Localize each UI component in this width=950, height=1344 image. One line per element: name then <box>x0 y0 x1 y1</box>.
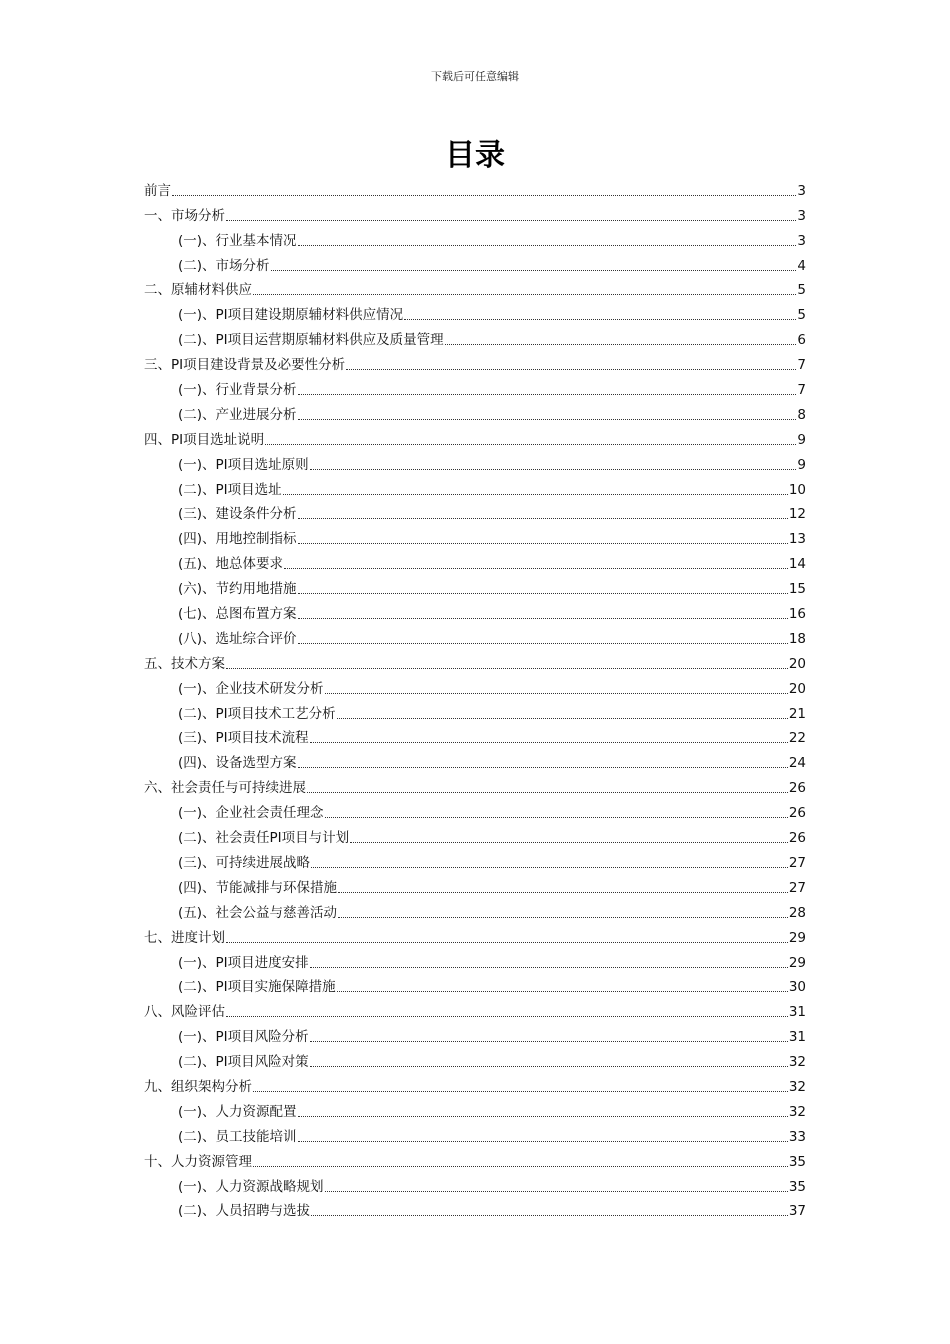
toc-page-number: 16 <box>788 606 806 623</box>
toc-entry-text: (四)、节能减排与环保措施 <box>178 879 338 896</box>
toc-entry-text: 一、市场分析 <box>144 207 225 224</box>
toc-entry[interactable] <box>144 1146 806 1171</box>
toc-dot-leader <box>325 817 788 818</box>
toc-page-number: 29 <box>788 954 806 971</box>
toc-page-number: 35 <box>788 1178 806 1195</box>
toc-page-number: 3 <box>797 207 806 224</box>
toc-page-number: 7 <box>797 357 806 374</box>
toc-page-number: 33 <box>788 1128 806 1145</box>
toc-title: 目录 <box>445 138 505 173</box>
toc-dot-leader <box>226 220 796 221</box>
toc-entry[interactable] <box>144 299 806 324</box>
toc-page-number: 6 <box>797 332 806 349</box>
toc-dot-leader <box>253 1091 788 1092</box>
toc-entry-text: 五、技术方案 <box>144 655 225 672</box>
toc-entry[interactable] <box>144 972 806 997</box>
toc-entry[interactable] <box>144 897 806 922</box>
toc-dot-leader <box>298 1116 788 1117</box>
toc-entry-text: (二)、PI项目风险对策 <box>178 1054 309 1071</box>
toc-page-number: 31 <box>788 1029 806 1046</box>
toc-page-number: 20 <box>788 655 806 672</box>
toc-entry-text: (三)、建设条件分析 <box>178 506 297 523</box>
toc-entry-text: 四、PI项目选址说明 <box>144 431 265 448</box>
toc-dot-leader <box>310 742 788 743</box>
toc-entry-text: (二)、产业进展分析 <box>178 406 297 423</box>
toc-entry-text: (一)、人力资源战略规划 <box>178 1178 324 1195</box>
toc-entry[interactable] <box>144 349 806 374</box>
toc-entry[interactable] <box>144 1096 806 1121</box>
toc-page-number: 31 <box>788 1004 806 1021</box>
toc-page-number: 5 <box>797 282 806 299</box>
toc-dot-leader <box>253 294 796 295</box>
toc-page-number: 13 <box>788 531 806 548</box>
toc-page-number: 30 <box>788 979 806 996</box>
toc-dot-leader <box>298 394 797 395</box>
toc-entry[interactable] <box>144 797 806 822</box>
toc-dot-leader <box>338 917 788 918</box>
toc-entry-text: (二)、人员招聘与选拔 <box>178 1203 311 1220</box>
toc-entry[interactable] <box>144 996 806 1021</box>
toc-entry[interactable] <box>144 523 806 548</box>
toc-page-number: 5 <box>797 307 806 324</box>
toc-entry-text: 六、社会责任与可持续进展 <box>144 780 306 797</box>
toc-entry[interactable] <box>144 1121 806 1146</box>
toc-entry-text: (五)、地总体要求 <box>178 556 284 573</box>
toc-entry-text: (一)、行业基本情况 <box>178 232 297 249</box>
toc-page-number: 21 <box>788 705 806 722</box>
toc-page-number: 12 <box>788 506 806 523</box>
toc-entry-text: (一)、PI项目选址原则 <box>178 456 309 473</box>
toc-dot-leader <box>226 1016 788 1017</box>
toc-entry[interactable] <box>144 1071 806 1096</box>
toc-entry[interactable] <box>144 872 806 897</box>
toc-entry-text: (一)、行业背景分析 <box>178 382 297 399</box>
toc-entry[interactable] <box>144 424 806 449</box>
toc-entry[interactable] <box>144 847 806 872</box>
toc-entry[interactable] <box>144 175 806 200</box>
toc-dot-leader <box>226 668 788 669</box>
toc-dot-leader <box>172 195 796 196</box>
toc-entry-text: (四)、用地控制指标 <box>178 531 297 548</box>
toc-dot-leader <box>271 270 797 271</box>
toc-entry-text: (一)、企业技术研发分析 <box>178 680 324 697</box>
toc-page-number: 18 <box>788 630 806 647</box>
toc-page-number: 35 <box>788 1153 806 1170</box>
toc-dot-leader <box>298 1141 788 1142</box>
toc-entry[interactable] <box>144 673 806 698</box>
toc-entry[interactable] <box>144 623 806 648</box>
toc-entry-text: (二)、市场分析 <box>178 257 270 274</box>
toc-entry[interactable] <box>144 474 806 499</box>
toc-entry[interactable] <box>144 324 806 349</box>
toc-page-number: 7 <box>797 382 806 399</box>
toc-dot-leader <box>310 469 797 470</box>
toc-dot-leader <box>298 643 788 644</box>
toc-entry[interactable] <box>144 573 806 598</box>
toc-entry-text: (八)、选址综合评价 <box>178 630 297 647</box>
toc-entry-text: (三)、PI项目技术流程 <box>178 730 309 747</box>
toc-entry-text: (二)、员工技能培训 <box>178 1128 297 1145</box>
toc-entry-text: (二)、PI项目实施保障措施 <box>178 979 336 996</box>
toc-dot-leader <box>325 1191 788 1192</box>
toc-dot-leader <box>338 892 788 893</box>
toc-dot-leader <box>404 319 796 320</box>
toc-entry-text: (一)、企业社会责任理念 <box>178 805 324 822</box>
toc-entry[interactable] <box>144 200 806 225</box>
toc-entry-text: 七、进度计划 <box>144 929 225 946</box>
toc-page-number: 8 <box>797 406 806 423</box>
toc-entry[interactable] <box>144 250 806 275</box>
toc-dot-leader <box>298 245 797 246</box>
toc-page-number: 9 <box>797 456 806 473</box>
toc-page-number: 4 <box>797 257 806 274</box>
toc-entry[interactable] <box>144 399 806 424</box>
toc-entry[interactable] <box>144 698 806 723</box>
toc-page-number: 14 <box>788 556 806 573</box>
toc-entry-text: 三、PI项目建设背景及必要性分析 <box>144 357 346 374</box>
toc-page-number: 29 <box>788 929 806 946</box>
toc-dot-leader <box>310 967 788 968</box>
toc-dot-leader <box>310 1066 788 1067</box>
toc-entry-text: (三)、可持续进展战略 <box>178 854 311 871</box>
toc-dot-leader <box>298 593 788 594</box>
toc-page-number: 27 <box>788 879 806 896</box>
toc-entry-text: (一)、人力资源配置 <box>178 1103 297 1120</box>
toc-dot-leader <box>310 1041 788 1042</box>
page-header: 下载后可任意编辑 <box>431 70 519 83</box>
toc-entry-text: (二)、社会责任PI项目与计划 <box>178 830 350 847</box>
toc-entry[interactable] <box>144 499 806 524</box>
toc-dot-leader <box>311 1215 788 1216</box>
toc-dot-leader <box>265 444 796 445</box>
toc-entry[interactable] <box>144 548 806 573</box>
toc-entry[interactable] <box>144 947 806 972</box>
toc-page-number: 32 <box>788 1054 806 1071</box>
toc-entry[interactable] <box>144 648 806 673</box>
toc-dot-leader <box>350 842 788 843</box>
toc-entry[interactable] <box>144 772 806 797</box>
toc-dot-leader <box>337 991 788 992</box>
toc-dot-leader <box>325 693 788 694</box>
toc-entry-text: (一)、PI项目进度安排 <box>178 954 309 971</box>
toc-dot-leader <box>298 419 797 420</box>
toc-page-number: 24 <box>788 755 806 772</box>
toc-dot-leader <box>298 518 788 519</box>
toc-page-number: 26 <box>788 830 806 847</box>
toc-page-number: 9 <box>797 431 806 448</box>
toc-dot-leader <box>307 792 788 793</box>
toc-page-number: 3 <box>797 232 806 249</box>
toc-dot-leader <box>311 867 788 868</box>
toc-entry[interactable] <box>144 225 806 250</box>
toc-page-number: 10 <box>788 481 806 498</box>
toc-dot-leader <box>283 494 788 495</box>
toc-entry-text: 九、组织架构分析 <box>144 1078 252 1095</box>
toc-page-number: 26 <box>788 780 806 797</box>
toc-entry-text: (四)、设备选型方案 <box>178 755 297 772</box>
toc-dot-leader <box>253 1166 788 1167</box>
toc-entry[interactable] <box>144 1021 806 1046</box>
toc-dot-leader <box>346 369 796 370</box>
toc-entry-text: 二、原辅材料供应 <box>144 282 252 299</box>
toc-dot-leader <box>284 568 788 569</box>
toc-page-number: 28 <box>788 904 806 921</box>
toc-entry-text: 前言 <box>144 182 171 199</box>
toc-page-number: 20 <box>788 680 806 697</box>
toc-page-number: 32 <box>788 1078 806 1095</box>
toc-entry[interactable] <box>144 1171 806 1196</box>
toc-entry-text: (二)、PI项目技术工艺分析 <box>178 705 336 722</box>
toc-entry-text: (一)、PI项目风险分析 <box>178 1029 309 1046</box>
toc-entry-text: 八、风险评估 <box>144 1004 225 1021</box>
toc-entry[interactable] <box>144 598 806 623</box>
toc-page-number: 22 <box>788 730 806 747</box>
toc-page-number: 26 <box>788 805 806 822</box>
toc-entry-text: (一)、PI项目建设期原辅材料供应情况 <box>178 307 404 324</box>
toc-dot-leader <box>337 718 788 719</box>
toc-dot-leader <box>226 942 788 943</box>
toc-entry[interactable] <box>144 449 806 474</box>
toc-entry[interactable] <box>144 1046 806 1071</box>
toc-page-number: 37 <box>788 1203 806 1220</box>
toc-page-number: 32 <box>788 1103 806 1120</box>
toc-entry[interactable] <box>144 723 806 748</box>
toc-entry-text: (七)、总图布置方案 <box>178 606 297 623</box>
toc-entry[interactable] <box>144 374 806 399</box>
toc-entry-text: (二)、PI项目选址 <box>178 481 282 498</box>
toc-entry[interactable] <box>144 1196 806 1221</box>
toc-entry-text: (六)、节约用地措施 <box>178 581 297 598</box>
toc-dot-leader <box>298 543 788 544</box>
toc-dot-leader <box>298 618 788 619</box>
toc-entry-text: (五)、社会公益与慈善活动 <box>178 904 338 921</box>
toc-page-number: 27 <box>788 854 806 871</box>
toc-dot-leader <box>298 767 788 768</box>
toc-page-number: 15 <box>788 581 806 598</box>
toc-entry[interactable] <box>144 922 806 947</box>
toc-entry[interactable] <box>144 747 806 772</box>
toc-list <box>144 175 806 1220</box>
toc-page-number: 3 <box>797 182 806 199</box>
toc-entry[interactable] <box>144 275 806 300</box>
toc-dot-leader <box>445 344 797 345</box>
toc-entry-text: (二)、PI项目运营期原辅材料供应及质量管理 <box>178 332 444 349</box>
toc-entry[interactable] <box>144 822 806 847</box>
toc-entry-text: 十、人力资源管理 <box>144 1153 252 1170</box>
